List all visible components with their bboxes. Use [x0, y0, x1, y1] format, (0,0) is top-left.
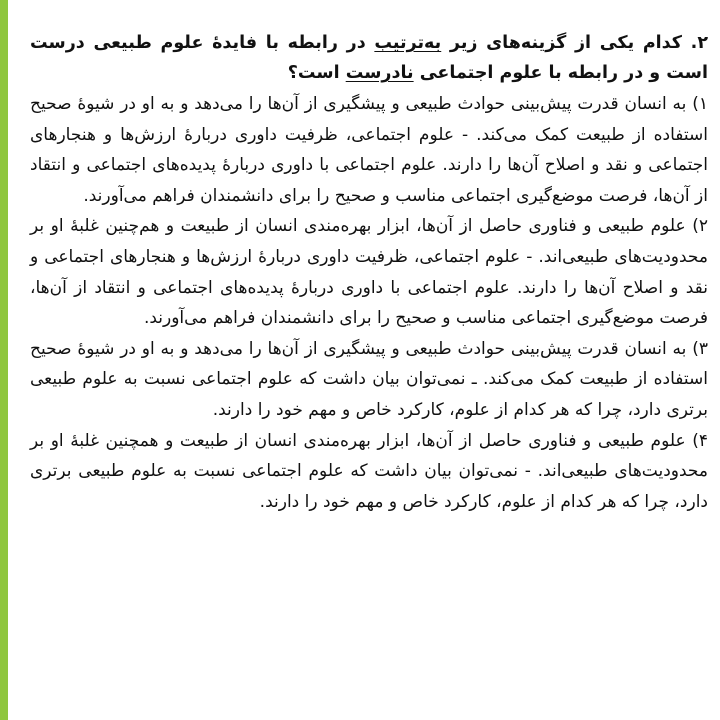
question-text-3: است؟ — [287, 63, 346, 83]
option-3[interactable] — [30, 334, 708, 426]
question-underlined-incorrect: نادرست — [345, 63, 414, 83]
question-text-2: در رابطه با فایدهٔ علوم طبیعی درست است و در رابطه با علوم اجتماعی — [30, 33, 708, 83]
option-4-number: ۴) — [692, 430, 709, 451]
question-stem — [30, 28, 708, 88]
accent-bar — [0, 0, 8, 720]
option-4[interactable] — [30, 426, 708, 518]
option-3-number: ۳) — [692, 338, 709, 359]
question-number: ۲. — [690, 33, 708, 53]
option-4-text: علوم طبیعی و فناوری حاصل از آن‌ها، ابزار بهره‌مندی انسان از طبیعت و همچنین غلبهٔ او بر محدودیت‌های طبیعی‌اند. - نمی‌توان بیان داشت که علوم اجتماعی نسبت به علوم طبیعی برتری دارد، چرا که هر کدام از علوم، کارکرد خاص و مهم خود را دارند. — [30, 430, 708, 512]
question-sheet — [30, 28, 708, 708]
option-2-text: علوم طبیعی و فناوری حاصل از آن‌ها، ابزار بهره‌مندی انسان از طبیعت و هم‌چنین غلبهٔ او بر محدودیت‌های طبیعی‌اند. - علوم اجتماعی، ظرفیت داوری دربارهٔ ارزش‌ها و هنجارهای اجتماعی و نقد و اصلاح آن‌ها را دارند. علوم اجتماعی با داوری دربارهٔ پدیده‌های اجتماعی و انتقاد از آن‌ها، فرصت موضع‌گیری اجتماعی مناسب و صحیح را برای دانشمندان فراهم می‌آورند. — [30, 216, 708, 329]
option-1-text: به انسان قدرت پیش‌بینی حوادث طبیعی و پیشگیری از آن‌ها را می‌دهد و به او در شیوهٔ صحیح استفاده از طبیعت کمک می‌کند. - علوم اجتماعی، ظرفیت داوری دربارهٔ ارزش‌ها و هنجارهای اجتماعی و نقد و اصلاح آن‌ها را دارند. علوم اجتماعی با داوری دربارهٔ پدیده‌های اجتماعی و انتقاد از آن‌ها، فرصت موضع‌گیری اجتماعی مناسب و صحیح را برای دانشمندان فراهم می‌آورند. — [30, 94, 708, 206]
option-1[interactable] — [30, 89, 708, 211]
question-text-1: کدام یکی از گزینه‌های زیر — [441, 33, 682, 53]
option-2-number: ۲) — [692, 216, 708, 237]
option-2[interactable] — [30, 211, 708, 333]
question-underlined-sequence: به‌ترتیب — [374, 33, 442, 53]
option-1-number: ۱) — [692, 94, 709, 114]
option-3-text: به انسان قدرت پیش‌بینی حوادث طبیعی و پیشگیری از آن‌ها را می‌دهد و به او در شیوهٔ صحیح استفاده از طبیعت کمک می‌کند. ـ نمی‌توان بیان داشت که علوم اجتماعی نسبت به علوم طبیعی برتری دارد، چرا که هر کدام از علوم، کارکرد خاص و مهم خود را دارند. — [30, 338, 708, 420]
